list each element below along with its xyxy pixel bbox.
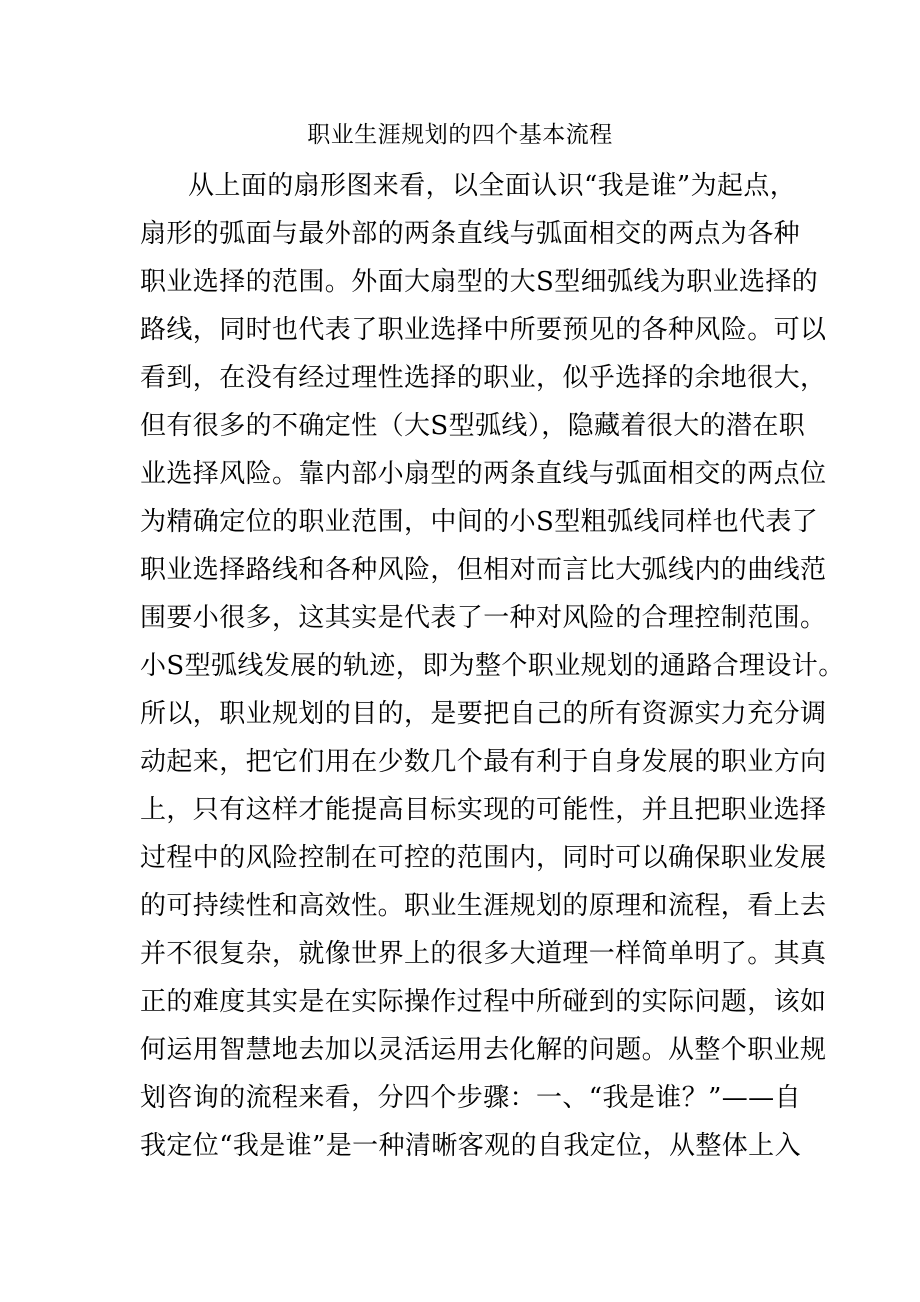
body-line: 上，只有这样才能提高目标实现的可能性，并且把职业选择 bbox=[140, 795, 827, 825]
body-line: 的可持续性和高效性。职业生涯规划的原理和流程，看上去 bbox=[140, 891, 827, 921]
body-line: 职业选择路线和各种风险，但相对而言比大弧线内的曲线范 bbox=[140, 555, 827, 585]
body-line: 何运用智慧地去加以灵活运用去化解的问题。从整个职业规 bbox=[140, 1035, 827, 1065]
body-line: 正的难度其实是在实际操作过程中所碰到的实际问题，该如 bbox=[140, 987, 827, 1017]
body-line: 业选择风险。靠内部小扇型的两条直线与弧面相交的两点位 bbox=[140, 459, 827, 489]
body-line: 扇形的弧面与最外部的两条直线与弧面相交的两点为各种 bbox=[140, 219, 801, 249]
body-line: 动起来，把它们用在少数几个最有利于自身发展的职业方向 bbox=[140, 747, 827, 777]
body-line: 并不很复杂，就像世界上的很多大道理一样简单明了。其真 bbox=[140, 939, 827, 969]
body-line: 路线，同时也代表了职业选择中所要预见的各种风险。可以 bbox=[140, 315, 827, 345]
body-line: 所以，职业规划的目的，是要把自己的所有资源实力充分调 bbox=[140, 699, 827, 729]
body-line: 从上面的扇形图来看，以全面认识“我是谁”为起点， bbox=[188, 171, 797, 201]
body-line: 围要小很多，这其实是代表了一种对风险的合理控制范围。 bbox=[140, 603, 827, 633]
body-line: 我定位“我是谁”是一种清晰客观的自我定位，从整体上入 bbox=[140, 1131, 801, 1161]
body-line: 过程中的风险控制在可控的范围内，同时可以确保职业发展 bbox=[140, 843, 827, 873]
body-line: 小S型弧线发展的轨迹，即为整个职业规划的通路合理设计。 bbox=[140, 651, 845, 681]
body-line: 职业选择的范围。外面大扇型的大S型细弧线为职业选择的 bbox=[140, 267, 819, 297]
body-line: 看到，在没有经过理性选择的职业，似乎选择的余地很大， bbox=[140, 363, 827, 393]
body-line: 但有很多的不确定性（大S型弧线），隐藏着很大的潜在职 bbox=[140, 411, 806, 441]
body-line: 为精确定位的职业范围，中间的小S型粗弧线同样也代表了 bbox=[140, 507, 819, 537]
document-title: 职业生涯规划的四个基本流程 bbox=[307, 122, 613, 148]
body-line: 划咨询的流程来看，分四个步骤：一、“我是谁？”——自 bbox=[140, 1083, 801, 1113]
